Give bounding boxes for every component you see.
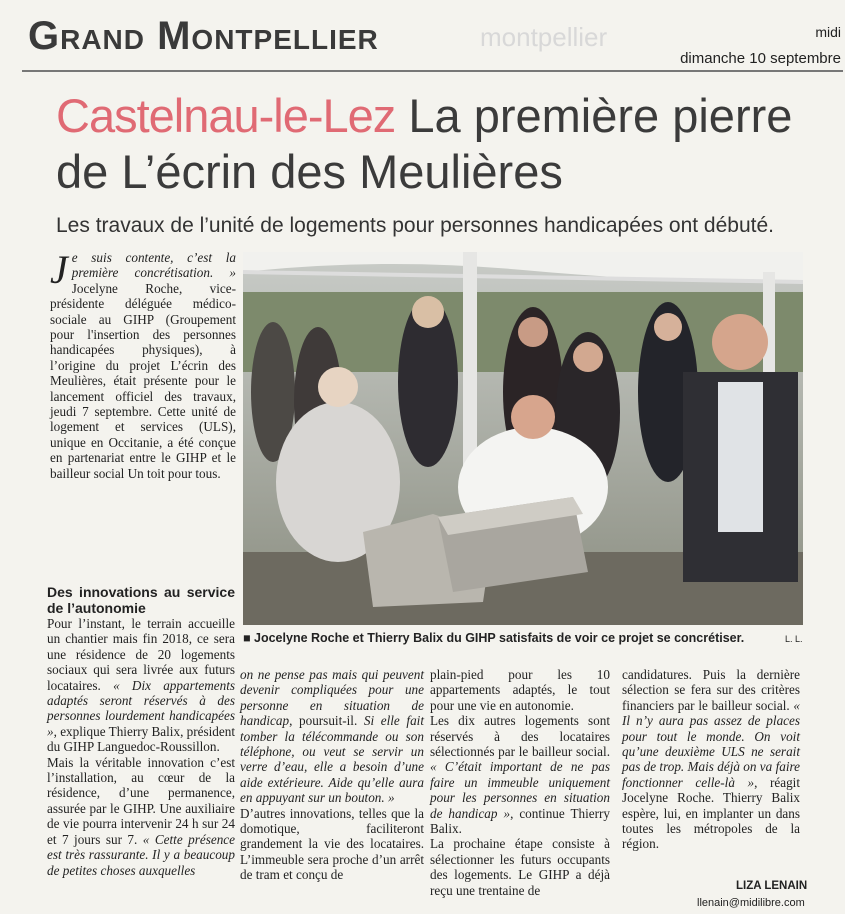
author-byline: LIZA LENAIN bbox=[736, 880, 808, 892]
article-column-3 bbox=[430, 667, 610, 898]
paragraph: , continue Thierry Balix. bbox=[430, 805, 611, 837]
quote: « Cette présence est très rassurante. Il y a beaucoup de petites choses auxquelles bbox=[47, 831, 236, 878]
article-column-1b bbox=[47, 584, 235, 878]
paragraph: La prochaine étape consiste à sélectionner les futurs occupants des logements. Le GIHP a déjà reçu une trentaine de bbox=[430, 836, 610, 898]
quote: on ne pense pas mais qui peuvent devenir compliquées pour une personne en situation de handicap bbox=[240, 667, 424, 729]
photo-credit: L. L. bbox=[785, 634, 803, 644]
dropcap: J bbox=[50, 247, 68, 292]
article-photo bbox=[243, 252, 803, 625]
paragraph: Les dix autres logements sont réservés à des locataires sélectionnés par le bailleur social. bbox=[430, 713, 610, 760]
paragraph: D’autres innovations, telles que la domotique, faciliteront grandement la vie des locataires. L’immeuble sera proche d’un arrêt de tram et conçu de bbox=[240, 805, 424, 883]
article-column-2 bbox=[240, 667, 424, 883]
paragraph: Pour l’instant, le terrain accueille un chantier mais fin 2018, ce sera une résidence de 20 logements sociaux qui sera livrée aux futurs locataires. bbox=[47, 616, 235, 693]
lead-quote: e suis contente, c’est la première concrétisation. » bbox=[71, 250, 236, 281]
quote: « Dix appartements adaptés seront réservés à des personnes lourdement handicapées » bbox=[47, 677, 235, 739]
bleed-through-text: montpellier bbox=[480, 22, 608, 52]
paragraph: plain-pied pour les 10 appartements adaptés, le tout pour une vie en autonomie. bbox=[430, 667, 610, 713]
article-column-4 bbox=[622, 667, 800, 852]
paragraph: Mais la véritable innovation c’est l’installation, au cœur de la résidence, d’une permanence, assurée par le GIHP. Une auxiliaire de vie pourra intervenir 24 h sur 24 et 7 jours sur 7. bbox=[47, 754, 235, 847]
publication-date: dimanche 10 septembre bbox=[680, 50, 841, 67]
photo-illustration bbox=[243, 252, 803, 625]
photo-caption: ■ Jocelyne Roche et Thierry Balix du GIHP satisfaits de voir ce projet se concrétiser. bbox=[243, 631, 745, 645]
newspaper-name: midi bbox=[815, 24, 841, 40]
paragraph: , explique Thierry Balix, président du GIHP Languedoc-Roussillon. bbox=[47, 723, 235, 755]
article-column-1 bbox=[50, 247, 236, 481]
paragraph: , poursuit-il. bbox=[289, 713, 364, 729]
section-title: Grand Montpellier bbox=[28, 14, 379, 58]
masthead-rule bbox=[22, 70, 843, 72]
lead-text: Jocelyne Roche, vice-présidente déléguée médico-sociale au GIHP (Groupement pour l'insertion des personnes handicapées physiques), à l’origine du projet L’écrin des Meulières, était présente pour le lancement officiel des travaux, jeudi 7 septembre. Cette unité de logement et services (ULS), unique en Occitanie, a été conçue en partenariat entre le GIHP et le bailleur social Un toit pour tous. bbox=[50, 280, 236, 481]
author-email: llenain@midilibre.com bbox=[697, 897, 805, 909]
paragraph: candidatures. Puis la dernière sélection se fera sur des critères financiers par le bailleur social. bbox=[622, 667, 800, 713]
deck: Les travaux de l’unité de logements pour personnes handicapées ont débuté. bbox=[56, 214, 774, 237]
quote: « Il n’y aura pas assez de places pour tout le monde. On voit qu’une deuxième ULS ne serait pas de trop. Mais déjà on va faire fonctionner celle-là » bbox=[622, 697, 800, 790]
paragraph: , réagit Jocelyne Roche. Thierry Balix espère, lui, en implanter un dans toutes les métropoles de la région. bbox=[622, 774, 800, 852]
headline-town: Castelnau-le-Lez bbox=[56, 89, 396, 142]
headline bbox=[56, 88, 816, 200]
subheading: Des innovations au service de l’autonomie bbox=[47, 584, 235, 616]
quote: « C’était important de ne pas faire un immeuble uniquement pour les personnes en situation de handicap » bbox=[430, 759, 610, 821]
headline-title: La première pierre de L’écrin des Meulières bbox=[56, 89, 793, 198]
quote: Si elle fait tomber la télécommande ou son téléphone, ou veut se servir un verre d’eau, elle a besoin d’une aide extérieure. Aide qu’elle aura en appuyant sur un bouton. » bbox=[240, 713, 424, 806]
